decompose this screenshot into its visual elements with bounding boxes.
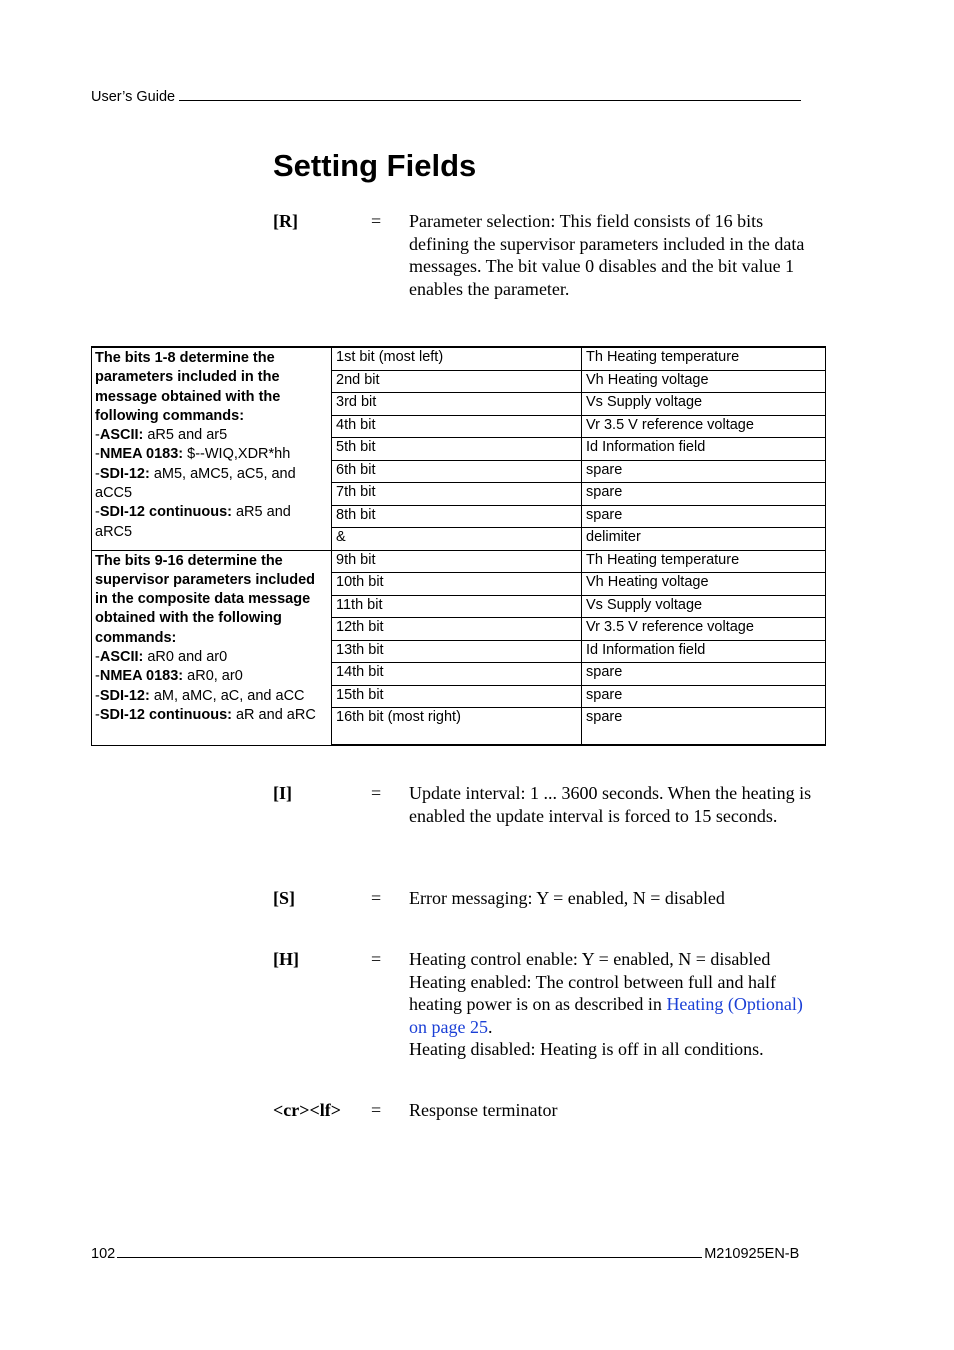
page-number: 102 bbox=[91, 1246, 116, 1262]
param-cell: Vs Supply voltage bbox=[582, 595, 826, 618]
bit-cell: 16th bit (most right) bbox=[332, 708, 582, 746]
param-cell: spare bbox=[582, 663, 826, 686]
parameter-bits-table bbox=[91, 346, 826, 746]
param-cell: Th Heating temperature bbox=[582, 347, 826, 370]
group1-command: -NMEA 0183: $--WIQ,XDR*hh bbox=[95, 446, 291, 463]
group1-command: -ASCII: aR5 and ar5 bbox=[95, 427, 228, 444]
field-h-line3: Heating disabled: Heating is off in all conditions. bbox=[409, 1039, 764, 1059]
field-crlf-key: <cr><lf> bbox=[273, 1100, 342, 1120]
field-r-key: [R] bbox=[273, 211, 298, 231]
group1-command: -SDI-12: aM5, aMC5, aC5, and aCC5 bbox=[95, 465, 296, 502]
field-h-key: [H] bbox=[273, 949, 299, 969]
header-rule bbox=[179, 86, 801, 101]
param-cell: Id Information field bbox=[582, 438, 826, 461]
bits-9-16-description bbox=[92, 550, 332, 745]
group2-command: -SDI-12 continuous: aR and aRC bbox=[95, 706, 316, 723]
field-h-equals: = bbox=[371, 949, 382, 969]
param-cell: Vh Heating voltage bbox=[582, 370, 826, 393]
bit-cell: 11th bit bbox=[332, 595, 582, 618]
field-r-description: Parameter selection: This field consists of 16 bits defining the supervisor parameters included in the data messages. The bit value 0 disables and the bit value 1 enables the parameter. bbox=[409, 211, 805, 299]
field-i-equals: = bbox=[371, 783, 382, 803]
bit-cell: 7th bit bbox=[332, 483, 582, 506]
bits-1-8-description bbox=[92, 347, 332, 550]
param-cell: spare bbox=[582, 460, 826, 483]
bit-cell: 12th bit bbox=[332, 618, 582, 641]
field-s-equals: = bbox=[371, 888, 382, 908]
footer-rule bbox=[117, 1243, 702, 1258]
heating-section-link[interactable]: Heating (Optional) on page 25 bbox=[409, 994, 803, 1037]
param-cell: Id Information field bbox=[582, 640, 826, 663]
param-cell: spare bbox=[582, 483, 826, 506]
bit-cell: 4th bit bbox=[332, 415, 582, 438]
bit-cell: 15th bit bbox=[332, 685, 582, 708]
param-cell: Vs Supply voltage bbox=[582, 393, 826, 416]
running-header bbox=[91, 86, 801, 105]
field-s-description: Error messaging: Y = enabled, N = disabled bbox=[409, 888, 725, 908]
bit-cell: & bbox=[332, 528, 582, 551]
param-cell: Th Heating temperature bbox=[582, 550, 826, 573]
param-cell: Vr 3.5 V reference voltage bbox=[582, 618, 826, 641]
field-r-equals: = bbox=[371, 211, 382, 231]
group2-command: -NMEA 0183: aR0, ar0 bbox=[95, 668, 243, 685]
param-cell: delimiter bbox=[582, 528, 826, 551]
bit-cell: 8th bit bbox=[332, 505, 582, 528]
document-code: M210925EN-B bbox=[704, 1246, 800, 1262]
bit-cell: 6th bit bbox=[332, 460, 582, 483]
group2-heading: The bits 9-16 determine the supervisor parameters included in the composite data message obtained with the following commands: bbox=[95, 552, 315, 646]
bit-cell: 1st bit (most left) bbox=[332, 347, 582, 370]
field-crlf-equals: = bbox=[371, 1100, 382, 1120]
bit-cell: 14th bit bbox=[332, 663, 582, 686]
bit-cell: 10th bit bbox=[332, 573, 582, 596]
param-cell: spare bbox=[582, 505, 826, 528]
param-cell: Vr 3.5 V reference voltage bbox=[582, 415, 826, 438]
param-cell: spare bbox=[582, 708, 826, 746]
field-i-key: [I] bbox=[273, 783, 292, 803]
bit-cell: 5th bit bbox=[332, 438, 582, 461]
field-s-key: [S] bbox=[273, 888, 295, 908]
header-text: User’s Guide bbox=[91, 89, 176, 105]
bit-cell: 3rd bit bbox=[332, 393, 582, 416]
field-h-line1: Heating control enable: Y = enabled, N = disabled bbox=[409, 949, 771, 969]
param-cell: spare bbox=[582, 685, 826, 708]
field-crlf-description: Response terminator bbox=[409, 1100, 558, 1120]
group2-command: -SDI-12: aM, aMC, aC, and aCC bbox=[95, 687, 305, 704]
bit-cell: 9th bit bbox=[332, 550, 582, 573]
group1-heading: The bits 1-8 determine the parameters included in the message obtained with the following commands: bbox=[95, 350, 281, 424]
group2-command: -ASCII: aR0 and ar0 bbox=[95, 648, 228, 665]
param-cell: Vh Heating voltage bbox=[582, 573, 826, 596]
bit-cell: 13th bit bbox=[332, 640, 582, 663]
field-h-line2: Heating enabled: The control between full and half heating power is on as described in Heating (Optional) on page 25. bbox=[409, 971, 803, 1037]
field-h-description bbox=[409, 948, 814, 1061]
group1-command: -SDI-12 continuous: aR5 and aRC5 bbox=[95, 504, 291, 540]
bit-cell: 2nd bit bbox=[332, 370, 582, 393]
page-title: Setting Fields bbox=[273, 148, 477, 183]
running-footer bbox=[91, 1243, 818, 1262]
field-i-description: Update interval: 1 ... 3600 seconds. When the heating is enabled the update interval is forced to 15 seconds. bbox=[409, 783, 812, 826]
